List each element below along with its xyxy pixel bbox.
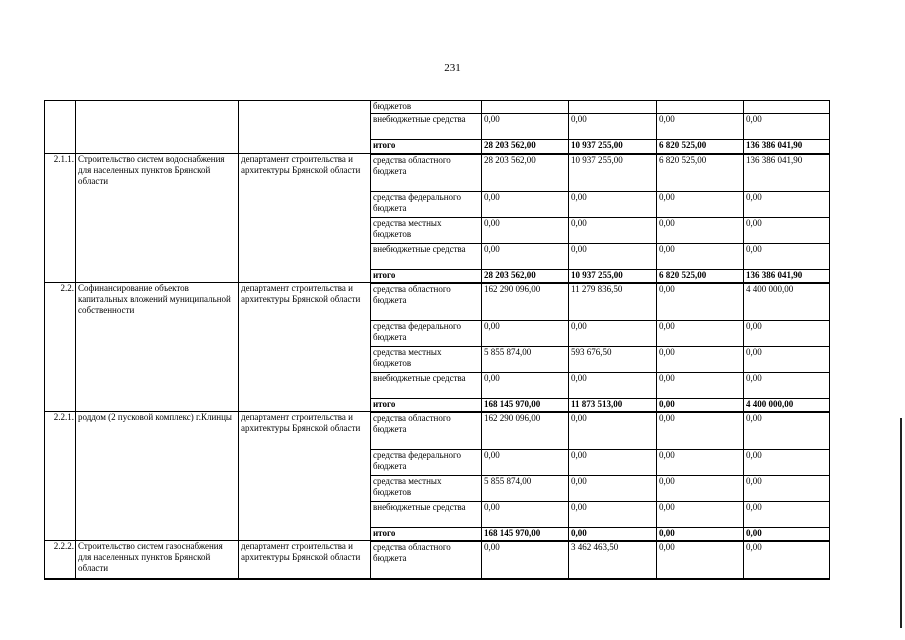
funding-source-cell: итого [371,399,482,412]
item-code-cell: 2.1.1. [45,154,76,283]
amount-cell: 162 290 096,00 [482,283,569,321]
amount-cell: 162 290 096,00 [482,412,569,450]
amount-cell [744,101,830,114]
executor-cell: департамент строительства и архитектуры Брянской области [239,283,371,412]
amount-cell: 0,00 [657,502,744,528]
table-row [45,101,830,114]
amount-cell: 0,00 [569,114,657,140]
scan-edge-line [900,418,902,628]
funding-source-cell: средства федерального бюджета [371,450,482,476]
item-name-cell: Строительство систем водоснабжения для населенных пунктов Брянской области [76,154,239,283]
amount-cell: 0,00 [744,192,830,218]
amount-cell: 168 145 970,00 [482,528,569,541]
amount-cell: 0,00 [657,244,744,270]
table-row [45,154,830,192]
item-code-cell: 2.2. [45,283,76,412]
amount-cell: 0,00 [744,218,830,244]
amount-cell: 5 855 874,00 [482,347,569,373]
amount-cell [569,101,657,114]
amount-cell: 0,00 [569,450,657,476]
funding-source-cell: итого [371,270,482,283]
amount-cell: 0,00 [569,321,657,347]
amount-cell: 28 203 562,00 [482,154,569,192]
funding-source-cell: средства областного бюджета [371,541,482,579]
amount-cell: 0,00 [569,218,657,244]
amount-cell [657,101,744,114]
amount-cell: 0,00 [744,412,830,450]
amount-cell: 6 820 525,00 [657,154,744,192]
amount-cell: 0,00 [657,412,744,450]
item-name-cell [76,101,239,154]
amount-cell: 136 386 041,90 [744,154,830,192]
funding-source-cell: внебюджетные средства [371,502,482,528]
executor-cell [239,101,371,154]
executor-cell: департамент строительства и архитектуры Брянской области [239,154,371,283]
amount-cell: 4 400 000,00 [744,399,830,412]
amount-cell: 0,00 [744,244,830,270]
amount-cell: 0,00 [482,373,569,399]
funding-source-cell: средства федерального бюджета [371,192,482,218]
executor-cell: департамент строительства и архитектуры Брянской области [239,541,371,579]
amount-cell: 0,00 [482,192,569,218]
amount-cell: 10 937 255,00 [569,140,657,154]
funding-source-cell: средства местных бюджетов [371,476,482,502]
page-number: 231 [444,62,461,74]
amount-cell: 0,00 [744,502,830,528]
amount-cell: 0,00 [744,347,830,373]
amount-cell: 11 873 513,00 [569,399,657,412]
amount-cell: 0,00 [482,450,569,476]
budget-table [44,100,830,580]
amount-cell: 0,00 [482,541,569,579]
amount-cell: 136 386 041,90 [744,270,830,283]
item-code-cell: 2.2.1. [45,412,76,541]
amount-cell: 0,00 [744,476,830,502]
funding-source-cell: внебюджетные средства [371,244,482,270]
funding-source-cell: итого [371,140,482,154]
amount-cell: 168 145 970,00 [482,399,569,412]
item-name-cell: Строительство систем газоснабжения для населенных пунктов Брянской области [76,541,239,579]
amount-cell: 0,00 [744,321,830,347]
funding-source-cell: бюджетов [371,101,482,114]
item-name-cell: Софинансирование объектов капитальных вложений муниципальной собственности [76,283,239,412]
amount-cell: 0,00 [657,476,744,502]
amount-cell: 0,00 [569,244,657,270]
amount-cell [482,101,569,114]
amount-cell: 0,00 [657,450,744,476]
amount-cell: 0,00 [657,399,744,412]
funding-source-cell: средства местных бюджетов [371,218,482,244]
amount-cell: 0,00 [569,412,657,450]
amount-cell: 4 400 000,00 [744,283,830,321]
funding-source-cell: итого [371,528,482,541]
amount-cell: 0,00 [657,373,744,399]
amount-cell: 0,00 [482,244,569,270]
amount-cell: 0,00 [657,192,744,218]
amount-cell: 10 937 255,00 [569,154,657,192]
amount-cell: 136 386 041,90 [744,140,830,154]
amount-cell: 28 203 562,00 [482,270,569,283]
amount-cell: 28 203 562,00 [482,140,569,154]
amount-cell: 3 462 463,50 [569,541,657,579]
amount-cell: 0,00 [569,192,657,218]
amount-cell: 0,00 [744,373,830,399]
amount-cell: 0,00 [657,321,744,347]
table-row [45,283,830,321]
amount-cell: 0,00 [569,528,657,541]
amount-cell: 11 279 836,50 [569,283,657,321]
amount-cell: 0,00 [744,541,830,579]
amount-cell: 0,00 [657,528,744,541]
amount-cell: 0,00 [569,502,657,528]
amount-cell: 0,00 [482,218,569,244]
amount-cell: 0,00 [569,373,657,399]
table-row [45,412,830,450]
amount-cell: 0,00 [482,114,569,140]
item-code-cell: 2.2.2. [45,541,76,579]
funding-source-cell: средства областного бюджета [371,154,482,192]
item-name-cell: роддом (2 пусковой комплекс) г.Клинцы [76,412,239,541]
amount-cell: 0,00 [744,450,830,476]
table-row [45,541,830,579]
amount-cell: 0,00 [482,502,569,528]
amount-cell: 6 820 525,00 [657,140,744,154]
funding-source-cell: средства федерального бюджета [371,321,482,347]
funding-source-cell: внебюджетные средства [371,114,482,140]
amount-cell: 0,00 [744,528,830,541]
funding-source-cell: средства областного бюджета [371,412,482,450]
amount-cell: 0,00 [744,114,830,140]
amount-cell: 6 820 525,00 [657,270,744,283]
funding-source-cell: средства местных бюджетов [371,347,482,373]
executor-cell: департамент строительства и архитектуры Брянской области [239,412,371,541]
funding-source-cell: внебюджетные средства [371,373,482,399]
amount-cell: 0,00 [657,347,744,373]
amount-cell: 0,00 [657,218,744,244]
amount-cell: 10 937 255,00 [569,270,657,283]
amount-cell: 0,00 [657,541,744,579]
funding-source-cell: средства областного бюджета [371,283,482,321]
amount-cell: 0,00 [482,321,569,347]
amount-cell: 0,00 [657,114,744,140]
amount-cell: 5 855 874,00 [482,476,569,502]
item-code-cell [45,101,76,154]
amount-cell: 0,00 [657,283,744,321]
amount-cell: 593 676,50 [569,347,657,373]
amount-cell: 0,00 [569,476,657,502]
